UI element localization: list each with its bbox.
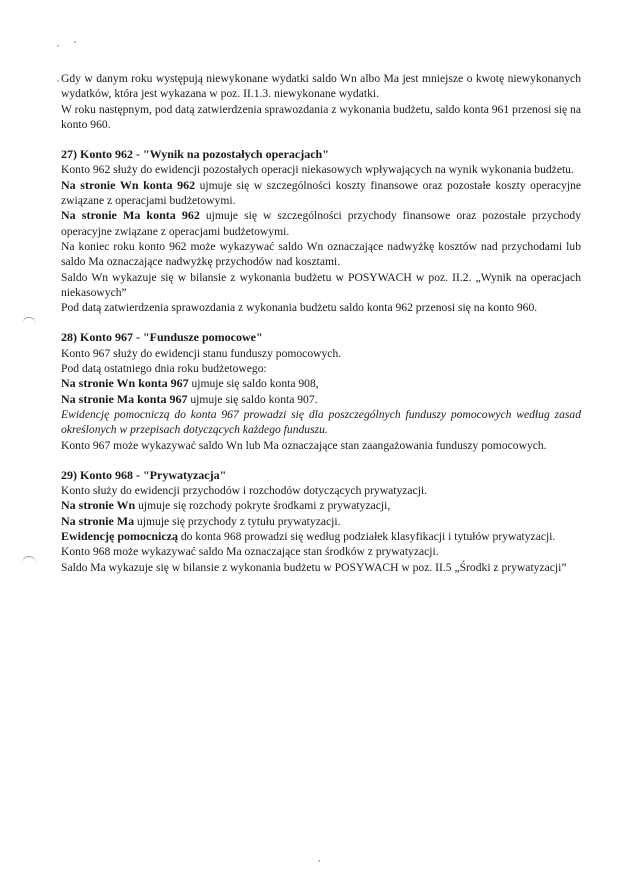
bold-lead: Ewidencję pomocniczą xyxy=(61,529,178,544)
bold-lead: Na stronie Ma xyxy=(61,513,135,528)
section-29-paragraph: Konto służy do ewidencji przychodów i rozchodów dotyczących prywatyzacji. xyxy=(61,484,428,498)
scan-speck xyxy=(318,860,320,862)
section-28-heading: 28) Konto 967 - "Fundusze pomocowe" xyxy=(61,330,263,345)
section-29-paragraph xyxy=(61,514,581,529)
section-28-paragraph: Konto 967 służy do ewidencji stanu funduszy pomocowych. xyxy=(61,346,342,360)
section-29-paragraph: Konto 968 może wykazywać saldo Ma oznaczające stan środków z prywatyzacji. xyxy=(61,545,439,559)
intro-paragraph: Gdy w danym roku występują niewykonane wydatki saldo Wn albo Ma jest mniejsze o kwotę niewykonanych wydatków, która jest wykazana w poz. II.1.3. niewykonane wydatki. xyxy=(61,72,581,101)
bold-lead: Na stronie Wn konta 962 xyxy=(61,177,196,192)
intro-paragraph: W roku następnym, pod datą zatwierdzenia sprawozdania z wykonania budżetu, saldo konta 961 przenosi się na konto 960. xyxy=(61,102,581,131)
section-27-heading: 27) Konto 962 - "Wynik na pozostałych operacjach" xyxy=(61,147,329,162)
section-29-paragraph xyxy=(61,529,581,544)
paragraph-text: ujmuje się przychody z tytułu prywatyzacji. xyxy=(134,514,341,528)
section-27-paragraph: Pod datą zatwierdzenia sprawozdania z wykonania budżetu saldo konta 962 przenosi się na konto 960. xyxy=(61,301,538,315)
section-27-paragraph: Konto 962 służy do ewidencji pozostałych operacji niekasowych wpływających na wynik wykonania budżetu. xyxy=(61,163,574,177)
paragraph-text: ujmuje się saldo konta 907. xyxy=(187,392,318,406)
paragraph-text: ujmuje się rozchody pokryte środkami z prywatyzacji, xyxy=(135,499,391,513)
section-gap xyxy=(61,132,581,147)
section-28-paragraph xyxy=(61,376,581,391)
section-27-paragraph: Saldo Wn wykazuje się w bilansie z wykonania budżetu w POSYWACH w poz. II.2. „Wynik na operacjach niekasowych” xyxy=(61,270,581,299)
scan-speck xyxy=(74,41,76,43)
scan-speck xyxy=(57,80,59,82)
section-27-paragraph xyxy=(61,208,581,239)
document-body xyxy=(61,71,581,575)
scan-speck xyxy=(57,45,59,47)
section-28-paragraph: Pod datą ostatniego dnia roku budżetowego: xyxy=(61,362,267,376)
paragraph-text: ujmuje się w szczególności przychody finansowe oraz pozostałe przychody operacyjne związane z operacjami budżetowymi. xyxy=(61,209,581,238)
section-29-paragraph xyxy=(61,498,581,513)
section-28-paragraph: Konto 967 może wykazywać saldo Wn lub Ma oznaczające stan zaangażowania funduszy pomocowych. xyxy=(61,438,547,452)
paragraph-text: ujmuje się saldo konta 908, xyxy=(188,377,319,391)
section-29-heading: 29) Konto 968 - "Prywatyzacja" xyxy=(61,467,227,482)
section-gap xyxy=(61,453,581,468)
section-28-italic-note: Ewidencję pomocniczą do konta 967 prowadzi się dla poszczególnych funduszy pomocowych według zasad określonych w przepisach dotyczących każdego funduszu. xyxy=(61,407,581,437)
bold-lead: Na stronie Wn xyxy=(61,498,136,513)
section-28-paragraph xyxy=(61,392,581,407)
punch-hole-mark xyxy=(22,556,36,565)
section-27-paragraph: Na koniec roku konto 962 może wykazywać saldo Wn oznaczające nadwyżkę kosztów nad przychodami lub saldo Ma oznaczające nadwyżkę przychodów nad kosztami. xyxy=(61,239,581,269)
bold-lead: Na stronie Ma konta 962 xyxy=(61,208,200,223)
bold-lead: Na stronie Ma konta 967 xyxy=(61,391,188,406)
paragraph-text: do konta 968 prowadzi się według podziałek klasyfikacji i tytułów prywatyzacji. xyxy=(177,530,556,544)
punch-hole-mark xyxy=(22,317,36,326)
paragraph-text: ujmuje się w szczególności koszty finansowe oraz pozostałe koszty operacyjne związane z operacjami budżetowymi. xyxy=(61,178,582,208)
section-29-paragraph: Saldo Ma wykazuje się w bilansie z wykonania budżetu w POSYWACH w poz. II.5 „Środki z prywatyzacji” xyxy=(61,560,567,574)
section-gap xyxy=(61,315,581,330)
section-27-paragraph xyxy=(61,178,581,209)
bold-lead: Na stronie Wn konta 967 xyxy=(61,376,189,391)
